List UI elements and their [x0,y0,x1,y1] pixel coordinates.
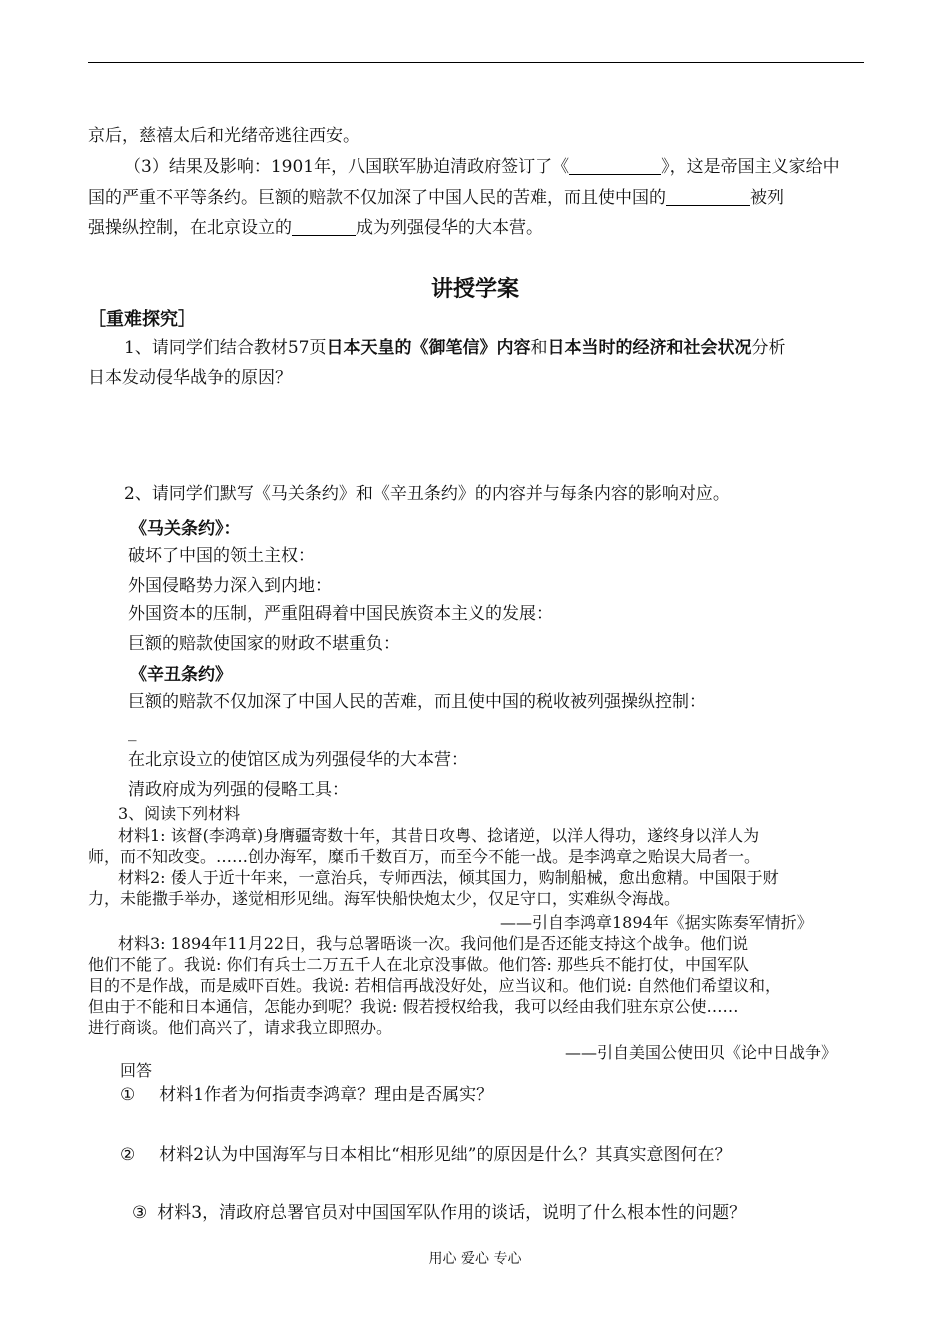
xinchou-item: 在北京设立的使馆区成为列强侵华的大本营： [128,750,468,770]
q2-intro: 2、请同学们默写《马关条约》和《辛丑条约》的内容并与每条内容的影响对应。 [124,484,730,504]
q1-text-a: 1、请同学们结合教材57页 [124,338,327,358]
header-rule [88,62,864,63]
question-number: ③ [132,1203,148,1223]
intro-line-2 [124,155,840,179]
maguan-item: 巨额的赔款使国家的财政不堪重负： [128,634,400,654]
material-1-line: 材料1: 该督(李鸿章)身膺疆寄数十年，其昔日攻粤、捻诸逆，以洋人得功，遂终身以洋人为 [118,826,760,845]
material-3-source: ——引自美国公使田贝《论中日战争》 [565,1043,838,1062]
question-text: 材料3，清政府总署官员对中国国军队作用的谈话，说明了什么根本性的问题？ [157,1203,747,1223]
q1-text-d: 日本当时的经济和社会状况 [547,338,752,358]
question-3 [132,1198,746,1223]
intro-text-3b: 被列 [750,188,784,208]
q1-line-2: 日本发动侵华战争的原因？ [88,368,292,388]
material-2-source: ——引自李鸿章1894年《据实陈奏军情折》 [500,913,813,932]
intro-text-2b: 》，这是帝国主义家给中 [661,157,840,177]
material-1-line: 师，而不知改变。……创办海军，糜币千数百万，而至今不能一战。是李鸿章之贻误大局者一。 [88,847,761,866]
maguan-heading: 《马关条约》： [130,519,241,539]
material-3-line: 进行商谈。他们高兴了，请求我立即照办。 [88,1018,393,1037]
xinchou-item: _ [128,722,137,742]
blank-treaty-name[interactable] [569,156,661,175]
q1-text-c: 和 [530,338,548,358]
page-footer: 用心 爱心 专心 [428,1251,522,1267]
question-text: 材料2认为中国海军与日本相比“相形见绌”的原因是什么？其真实意图何在？ [159,1145,732,1165]
intro-line-4 [88,216,543,240]
q1-text-b: 日本天皇的《御笔信》内容 [326,338,531,358]
xinchou-heading: 《辛丑条约》 [130,665,232,685]
intro-text-1: 京后，慈禧太后和光绪帝逃往西安。 [88,126,360,146]
question-2 [120,1140,731,1165]
answer-label: 回答 [120,1061,153,1080]
xinchou-item: 清政府成为列强的侵略工具： [128,780,349,800]
intro-line-3 [88,186,784,210]
material-3-line: 但由于不能和日本通信，怎能办到呢？我说: 假若授权给我，我可以经由我们驻东京公使…… [88,997,739,1016]
material-3-line: 材料3: 1894年11月22日，我与总署晤谈一次。我问他们是否还能支持这个战争。他们说 [118,934,749,953]
intro-text-4a: 强操纵控制，在北京设立的 [88,218,292,238]
question-1 [120,1080,493,1105]
blank-legation[interactable] [292,217,356,236]
xinchou-item: 巨额的赔款不仅加深了中国人民的苦难，而且使中国的税收被列强操纵控制： [128,692,706,712]
question-number: ① [120,1085,136,1105]
maguan-item: 外国资本的压制，严重阻碍着中国民族资本主义的发展： [128,604,553,624]
material-2-line: 材料2: 倭人于近十年来，一意治兵，专师西法，倾其国力，购制船械，愈出愈精。中国限于财 [118,868,779,887]
question-number: ② [120,1145,136,1165]
q3-intro: 3、阅读下列材料 [118,804,241,823]
material-2-line: 力，未能撒手举办，遂觉相形见绌。海军快船快炮太少，仅足守口，实难纵令海战。 [88,889,681,908]
material-3-line: 他们不能了。我说: 你们有兵士二万五千人在北京没事做。他们答: 那些兵不能打仗，中国军队 [88,955,749,974]
intro-text-3a: 国的严重不平等条约。巨额的赔款不仅加深了中国人民的苦难，而且使中国的 [88,188,666,208]
intro-text-2a: （3）结果及影响：1901年，八国联军胁迫清政府签订了《 [124,157,570,177]
intro-line-1 [88,124,360,148]
section-heading: ［重难探究］ [88,309,196,330]
maguan-item: 破坏了中国的领土主权： [128,546,315,566]
maguan-item: 外国侵略势力深入到内地： [128,576,332,596]
page-title: 讲授学案 [430,277,519,302]
blank-controlled-item[interactable] [666,187,750,206]
material-3-line: 目的不是作战，而是威吓百姓。我说: 若相信再战没好处，应当议和。他们说: 自然他们希望议和， [88,976,781,995]
q1-text-e: 分析 [751,338,786,358]
intro-text-4b: 成为列强侵华的大本营。 [356,218,543,238]
question-text: 材料1作者为何指责李鸿章？理由是否属实？ [159,1085,494,1105]
q1-line-1 [124,336,785,360]
